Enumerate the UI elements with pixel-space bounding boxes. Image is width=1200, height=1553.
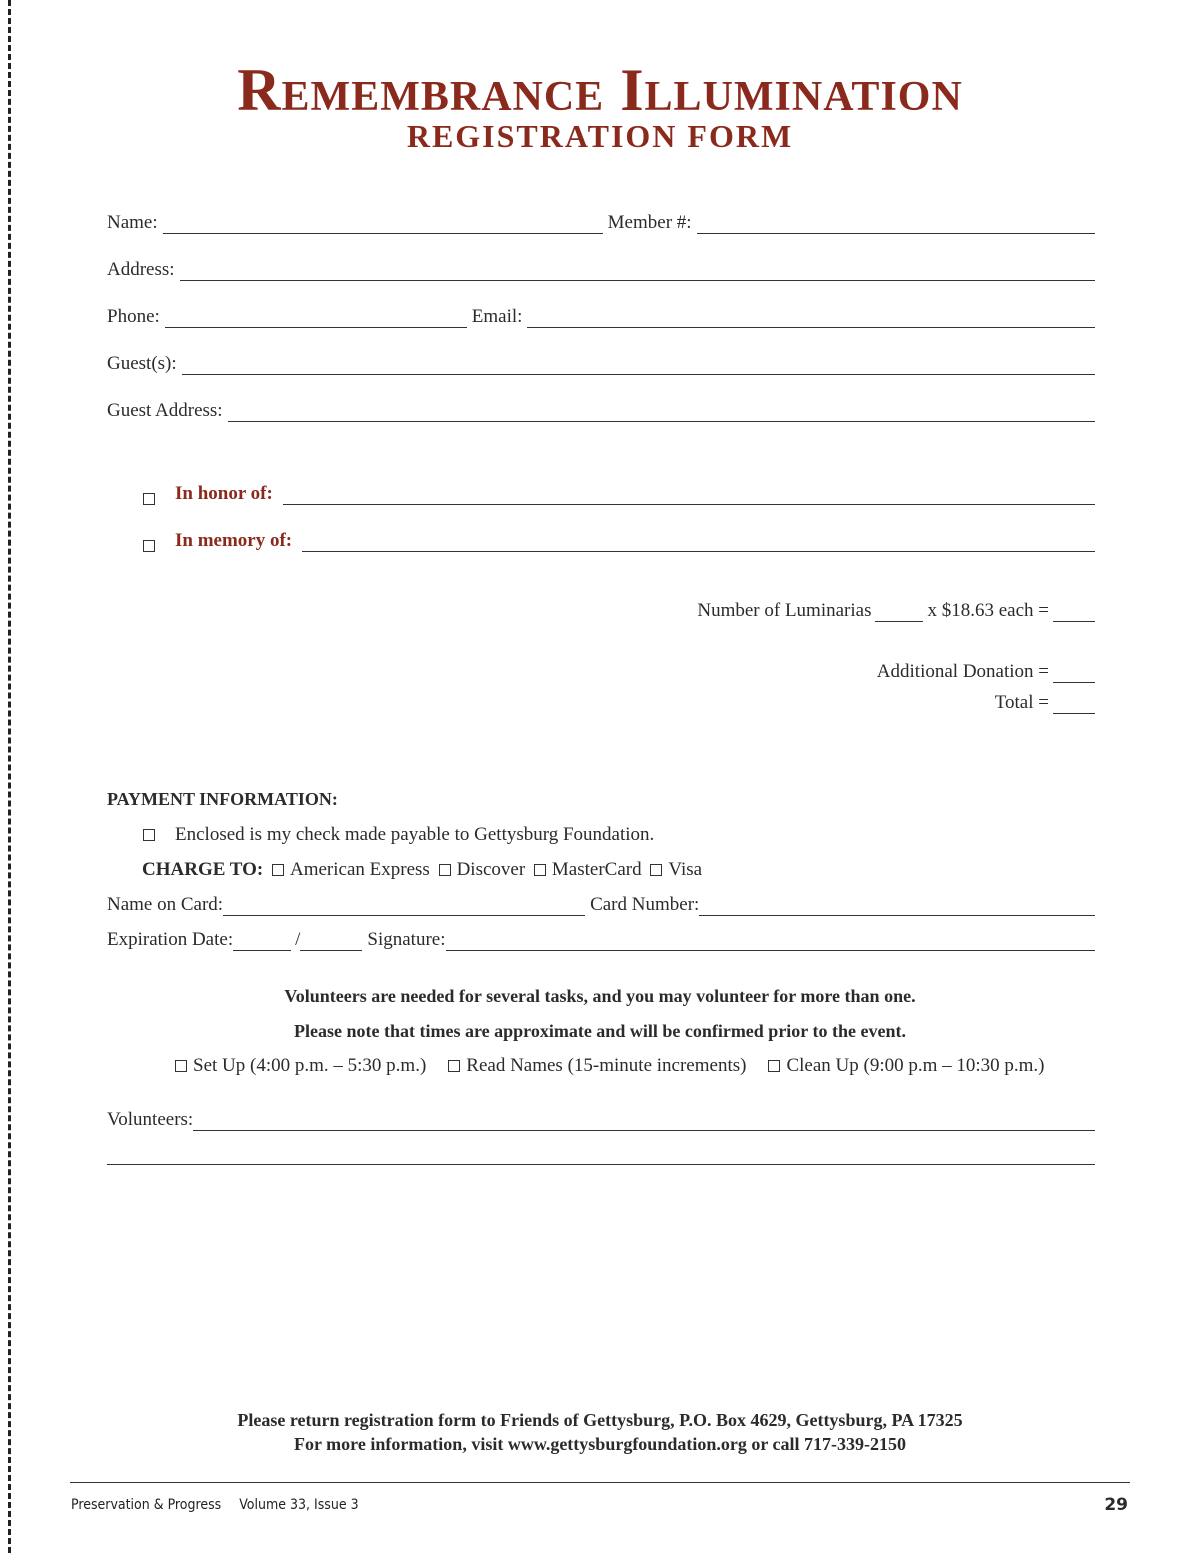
luminarias-count-field[interactable] bbox=[875, 603, 923, 622]
page-number: 29 bbox=[1104, 1495, 1128, 1515]
payment-header: PAYMENT INFORMATION: bbox=[107, 789, 338, 809]
luminarias-subtotal-field[interactable] bbox=[1053, 603, 1095, 622]
memory-field[interactable] bbox=[302, 533, 1095, 552]
setup-checkbox[interactable] bbox=[175, 1060, 187, 1072]
honor-checkbox[interactable] bbox=[143, 493, 155, 505]
shift-read-names bbox=[448, 1055, 746, 1077]
luminarias-row bbox=[697, 600, 1095, 622]
address-field[interactable] bbox=[180, 262, 1095, 281]
total-row bbox=[995, 692, 1095, 714]
visa-checkbox[interactable] bbox=[650, 864, 662, 876]
volunteer-note-1: Volunteers are needed for several tasks, and you may volunteer for more than one. bbox=[284, 986, 916, 1006]
visa-label: Visa bbox=[668, 859, 703, 880]
name-on-card-field[interactable] bbox=[223, 897, 585, 916]
expiration-row bbox=[107, 929, 1095, 951]
volunteers-label: Volunteers: bbox=[107, 1109, 194, 1130]
form-title: Remembrance Illumination bbox=[237, 57, 963, 123]
name-on-card-label: Name on Card: bbox=[107, 894, 224, 915]
setup-label: Set Up (4:00 p.m. – 5:30 p.m.) bbox=[193, 1055, 427, 1076]
volunteer-shifts bbox=[175, 1055, 1045, 1077]
signature-label: Signature: bbox=[367, 929, 446, 950]
form-subtitle: REGISTRATION FORM bbox=[406, 118, 794, 154]
info-note: For more information, visit www.gettysburgfoundation.org or call 717-339-2150 bbox=[294, 1434, 906, 1454]
amex-checkbox[interactable] bbox=[272, 864, 284, 876]
guests-row bbox=[107, 353, 1095, 375]
check-checkbox[interactable] bbox=[143, 829, 155, 841]
guest-address-field[interactable] bbox=[228, 403, 1095, 422]
volunteers-field[interactable] bbox=[193, 1112, 1095, 1131]
email-label: Email: bbox=[471, 306, 523, 327]
total-label: Total = bbox=[994, 692, 1049, 713]
guests-field[interactable] bbox=[182, 356, 1095, 375]
cleanup-checkbox[interactable] bbox=[768, 1060, 780, 1072]
publication-name: Preservation & Progress bbox=[71, 1497, 222, 1513]
check-option bbox=[143, 824, 654, 846]
member-number-field[interactable] bbox=[697, 215, 1095, 234]
volunteer-note-2: Please note that times are approximate and will be confirmed prior to the event. bbox=[294, 1021, 906, 1041]
honor-field[interactable] bbox=[283, 486, 1095, 505]
total-field[interactable] bbox=[1053, 695, 1095, 714]
donation-field[interactable] bbox=[1053, 664, 1095, 683]
phone-field[interactable] bbox=[165, 309, 467, 328]
shift-setup bbox=[175, 1055, 426, 1077]
name-field[interactable] bbox=[163, 215, 603, 234]
card-number-label: Card Number: bbox=[590, 894, 700, 915]
volunteers-field-line-2[interactable] bbox=[107, 1164, 1095, 1165]
charge-label: CHARGE TO: bbox=[142, 859, 264, 880]
discover-label: Discover bbox=[456, 859, 526, 880]
luminarias-price: x $18.63 each = bbox=[927, 600, 1049, 621]
phone-email-row bbox=[107, 306, 1095, 328]
check-label: Enclosed is my check made payable to Gettysburg Foundation. bbox=[175, 824, 655, 845]
card-number-field[interactable] bbox=[699, 897, 1095, 916]
guest-address-label: Guest Address: bbox=[107, 400, 223, 421]
email-field[interactable] bbox=[527, 309, 1095, 328]
footer-publication bbox=[71, 1497, 359, 1513]
donation-row bbox=[877, 661, 1095, 683]
luminarias-label: Number of Luminarias bbox=[697, 600, 872, 621]
guest-address-row bbox=[107, 400, 1095, 422]
volunteers-row bbox=[107, 1109, 1095, 1131]
memory-label: In memory of: bbox=[175, 530, 293, 551]
expiration-month-field[interactable] bbox=[233, 932, 291, 951]
publication-volume: Volume 33, Issue 3 bbox=[239, 1497, 359, 1513]
address-row bbox=[107, 259, 1095, 281]
expiration-year-field[interactable] bbox=[300, 932, 362, 951]
card-row bbox=[107, 894, 1095, 916]
cut-line bbox=[8, 0, 11, 1553]
discover-checkbox[interactable] bbox=[439, 864, 451, 876]
honor-row bbox=[143, 483, 1095, 505]
shift-cleanup bbox=[768, 1055, 1044, 1077]
guests-label: Guest(s): bbox=[107, 353, 177, 374]
donation-label: Additional Donation = bbox=[876, 661, 1049, 682]
phone-label: Phone: bbox=[107, 306, 160, 327]
memory-checkbox[interactable] bbox=[143, 540, 155, 552]
return-note: Please return registration form to Friends of Gettysburg, P.O. Box 4629, Gettysburg, PA 17325 bbox=[237, 1410, 963, 1430]
charge-row bbox=[142, 859, 702, 881]
name-member-row bbox=[107, 212, 1095, 234]
memory-row bbox=[143, 530, 1095, 552]
member-label: Member #: bbox=[607, 212, 692, 233]
read-names-checkbox[interactable] bbox=[448, 1060, 460, 1072]
signature-field[interactable] bbox=[446, 932, 1096, 951]
mastercard-label: MasterCard bbox=[551, 859, 642, 880]
expiration-slash: / bbox=[295, 929, 301, 950]
honor-label: In honor of: bbox=[175, 483, 273, 504]
address-label: Address: bbox=[107, 259, 175, 280]
name-label: Name: bbox=[107, 212, 158, 233]
footer-rule bbox=[70, 1482, 1130, 1483]
mastercard-checkbox[interactable] bbox=[534, 864, 546, 876]
read-names-label: Read Names (15-minute increments) bbox=[466, 1055, 747, 1076]
cleanup-label: Clean Up (9:00 p.m – 10:30 p.m.) bbox=[786, 1055, 1045, 1076]
amex-label: American Express bbox=[290, 859, 430, 880]
expiration-label: Expiration Date: bbox=[107, 929, 234, 950]
